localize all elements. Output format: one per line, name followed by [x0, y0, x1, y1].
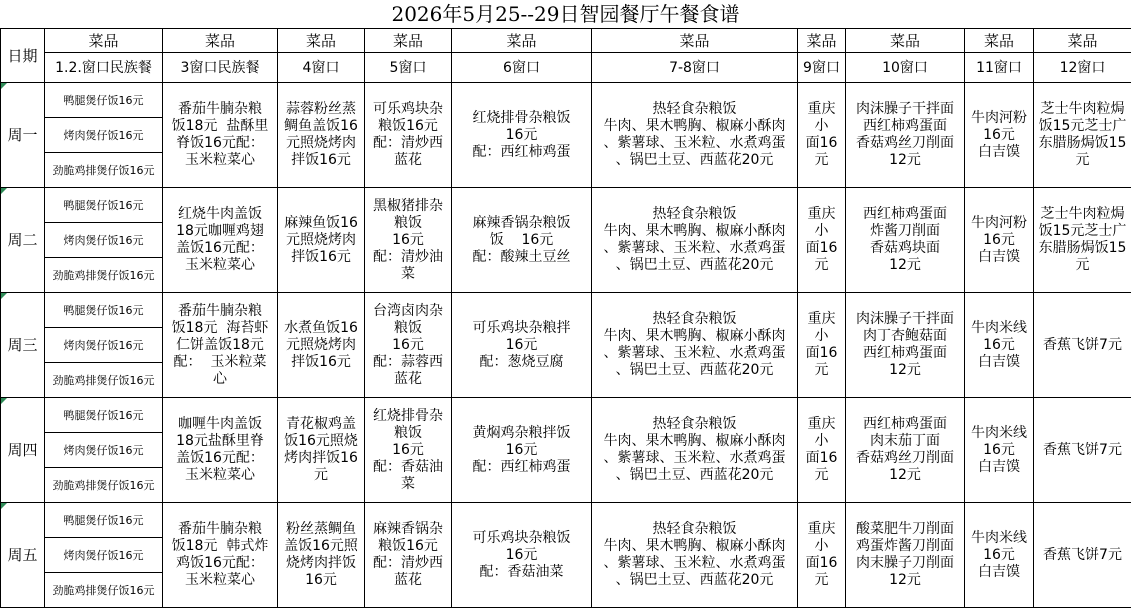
dish-cell: 番茄牛腩杂粮 饭18元 海苔虾 仁饼盖饭18元 配： 玉米粒菜 心	[163, 293, 278, 398]
dish-cell: 芝士牛肉粒焗 饭15元芝士广 东腊肠焗饭15 元	[1034, 188, 1131, 293]
dish-cell: 热轻食杂粮饭 牛肉、果木鸭胸、椒麻小酥肉 、紫薯球、玉米粒、水煮鸡蛋 、锅巴土豆、西蓝花20元	[592, 83, 798, 188]
dish-cell: 可乐鸡块杂 粮饭16元 配：清炒西 蓝花	[365, 83, 452, 188]
dish-cell: 香蕉飞饼7元	[1034, 293, 1131, 398]
dish-cell: 水煮鱼饭16 元照烧烤肉 拌饭16元	[278, 293, 365, 398]
dish-cell: 红烧牛肉盖饭 18元咖喱鸡翅 盖饭16元配： 玉米粒菜心	[163, 188, 278, 293]
dish-cell: 麻辣香锅杂 粮饭16元 配：清炒西 蓝花	[365, 503, 452, 608]
window-label: 3窗口民族餐	[163, 53, 278, 83]
dish-header: 菜品	[45, 29, 163, 53]
window-label: 9窗口	[798, 53, 846, 83]
date-header: 日期	[1, 29, 45, 83]
dish-header: 菜品	[365, 29, 452, 53]
dish-cell: 肉沫臊子干拌面 西红柿鸡蛋面 香菇鸡丝刀削面 12元	[846, 83, 965, 188]
table-row	[1, 188, 1131, 223]
day-label: 周四	[1, 398, 45, 503]
dish-cell: 香蕉飞饼7元	[1034, 503, 1131, 608]
dish-cell: 麻辣香锅杂粮饭 饭 16元 配：酸辣土豆丝	[452, 188, 592, 293]
dish-header: 菜品	[592, 29, 798, 53]
dish-cell: 咖喱牛肉盖饭 18元盐酥里脊 盖饭16元配： 玉米粒菜心	[163, 398, 278, 503]
dish-header: 菜品	[278, 29, 365, 53]
clay-pot-item: 烤肉煲仔饭16元	[45, 223, 163, 258]
dish-cell: 番茄牛腩杂粮 饭18元 韩式炸 鸡饭16元配： 玉米粒菜心	[163, 503, 278, 608]
dish-cell: 青花椒鸡盖 饭16元照烧 烤肉拌饭16 元	[278, 398, 365, 503]
dish-cell: 麻辣鱼饭16 元照烧烤肉 拌饭16元	[278, 188, 365, 293]
dish-cell: 热轻食杂粮饭 牛肉、果木鸭胸、椒麻小酥肉 、紫薯球、玉米粒、水煮鸡蛋 、锅巴土豆、西蓝花20元	[592, 188, 798, 293]
day-label: 周五	[1, 503, 45, 608]
clay-pot-item: 鸭腿煲仔饭16元	[45, 398, 163, 433]
menu-table	[0, 28, 1131, 608]
dish-cell: 台湾卤肉杂 粮饭 16元 配：蒜蓉西 蓝花	[365, 293, 452, 398]
window-label: 10窗口	[846, 53, 965, 83]
clay-pot-item: 鸭腿煲仔饭16元	[45, 293, 163, 328]
dish-cell: 蒜蓉粉丝蒸 鲷鱼盖饭16 元照烧烤肉 拌饭16元	[278, 83, 365, 188]
dish-cell: 牛肉河粉 16元 白吉馍	[965, 83, 1034, 188]
dish-cell: 酸菜肥牛刀削面 鸡蛋炸酱刀削面 肉末臊子刀削面 12元	[846, 503, 965, 608]
page-title: 2026年5月25--29日智园餐厅午餐食谱	[0, 0, 1131, 28]
dish-header: 菜品	[1034, 29, 1131, 53]
dish-header: 菜品	[846, 29, 965, 53]
dish-cell: 牛肉米线 16元 白吉馍	[965, 293, 1034, 398]
day-label: 周二	[1, 188, 45, 293]
window-label: 11窗口	[965, 53, 1034, 83]
day-label: 周一	[1, 83, 45, 188]
table-row	[1, 503, 1131, 538]
clay-pot-item: 烤肉煲仔饭16元	[45, 538, 163, 573]
clay-pot-item: 劲脆鸡排煲仔饭16元	[45, 573, 163, 608]
dish-header: 菜品	[163, 29, 278, 53]
dish-header: 菜品	[965, 29, 1034, 53]
dish-cell: 重庆小 面16 元	[798, 293, 846, 398]
window-label: 7-8窗口	[592, 53, 798, 83]
window-row	[1, 53, 1131, 83]
clay-pot-item: 劲脆鸡排煲仔饭16元	[45, 468, 163, 503]
dish-cell: 红烧排骨杂粮饭 16元 配：西红柿鸡蛋	[452, 83, 592, 188]
dish-cell: 热轻食杂粮饭 牛肉、果木鸭胸、椒麻小酥肉 、紫薯球、玉米粒、水煮鸡蛋 、锅巴土豆、西蓝花20元	[592, 503, 798, 608]
dish-cell: 香蕉飞饼7元	[1034, 398, 1131, 503]
dish-cell: 牛肉米线 16元 白吉馍	[965, 398, 1034, 503]
clay-pot-item: 鸭腿煲仔饭16元	[45, 83, 163, 118]
clay-pot-item: 劲脆鸡排煲仔饭16元	[45, 258, 163, 293]
dish-cell: 番茄牛腩杂粮 饭18元 盐酥里 脊饭16元配： 玉米粒菜心	[163, 83, 278, 188]
table-row	[1, 83, 1131, 118]
dish-cell: 热轻食杂粮饭 牛肉、果木鸭胸、椒麻小酥肉 、紫薯球、玉米粒、水煮鸡蛋 、锅巴土豆、西蓝花20元	[592, 398, 798, 503]
window-label: 1.2.窗口民族餐	[45, 53, 163, 83]
clay-pot-item: 劲脆鸡排煲仔饭16元	[45, 363, 163, 398]
table-row	[1, 293, 1131, 328]
dish-header: 菜品	[798, 29, 846, 53]
dish-cell: 可乐鸡块杂粮饭 16元 配：香菇油菜	[452, 503, 592, 608]
dish-header: 菜品	[452, 29, 592, 53]
window-label: 12窗口	[1034, 53, 1131, 83]
clay-pot-item: 鸭腿煲仔饭16元	[45, 503, 163, 538]
dish-cell: 黑椒猪排杂 粮饭 16元 配：清炒油 菜	[365, 188, 452, 293]
dish-cell: 西红柿鸡蛋面 炸酱刀削面 香菇鸡块面 12元	[846, 188, 965, 293]
clay-pot-item: 鸭腿煲仔饭16元	[45, 188, 163, 223]
dish-cell: 粉丝蒸鲷鱼 盖饭16元照 烧烤肉拌饭 16元	[278, 503, 365, 608]
clay-pot-item: 烤肉煲仔饭16元	[45, 118, 163, 153]
day-label: 周三	[1, 293, 45, 398]
header-row	[1, 29, 1131, 53]
window-label: 6窗口	[452, 53, 592, 83]
dish-cell: 西红柿鸡蛋面 肉末茄丁面 香菇鸡丝刀削面 12元	[846, 398, 965, 503]
dish-cell: 牛肉米线 16元 白吉馍	[965, 503, 1034, 608]
dish-cell: 牛肉河粉 16元 白吉馍	[965, 188, 1034, 293]
dish-cell: 热轻食杂粮饭 牛肉、果木鸭胸、椒麻小酥肉 、紫薯球、玉米粒、水煮鸡蛋 、锅巴土豆、西蓝花20元	[592, 293, 798, 398]
dish-cell: 芝士牛肉粒焗 饭15元芝士广 东腊肠焗饭15 元	[1034, 83, 1131, 188]
clay-pot-item: 劲脆鸡排煲仔饭16元	[45, 153, 163, 188]
dish-cell: 可乐鸡块杂粮拌 16元 配：葱烧豆腐	[452, 293, 592, 398]
dish-cell: 重庆小 面16 元	[798, 83, 846, 188]
dish-cell: 红烧排骨杂 粮饭 16元 配：香菇油 菜	[365, 398, 452, 503]
dish-cell: 重庆小 面16 元	[798, 398, 846, 503]
dish-cell: 肉沫臊子干拌面 肉丁杏鲍菇面 西红柿鸡蛋面 12元	[846, 293, 965, 398]
table-row	[1, 398, 1131, 433]
window-label: 4窗口	[278, 53, 365, 83]
dish-cell: 重庆小 面16 元	[798, 503, 846, 608]
window-label: 5窗口	[365, 53, 452, 83]
dish-cell: 黄焖鸡杂粮拌饭 16元 配：西红柿鸡蛋	[452, 398, 592, 503]
clay-pot-item: 烤肉煲仔饭16元	[45, 328, 163, 363]
clay-pot-item: 烤肉煲仔饭16元	[45, 433, 163, 468]
dish-cell: 重庆小 面16 元	[798, 188, 846, 293]
